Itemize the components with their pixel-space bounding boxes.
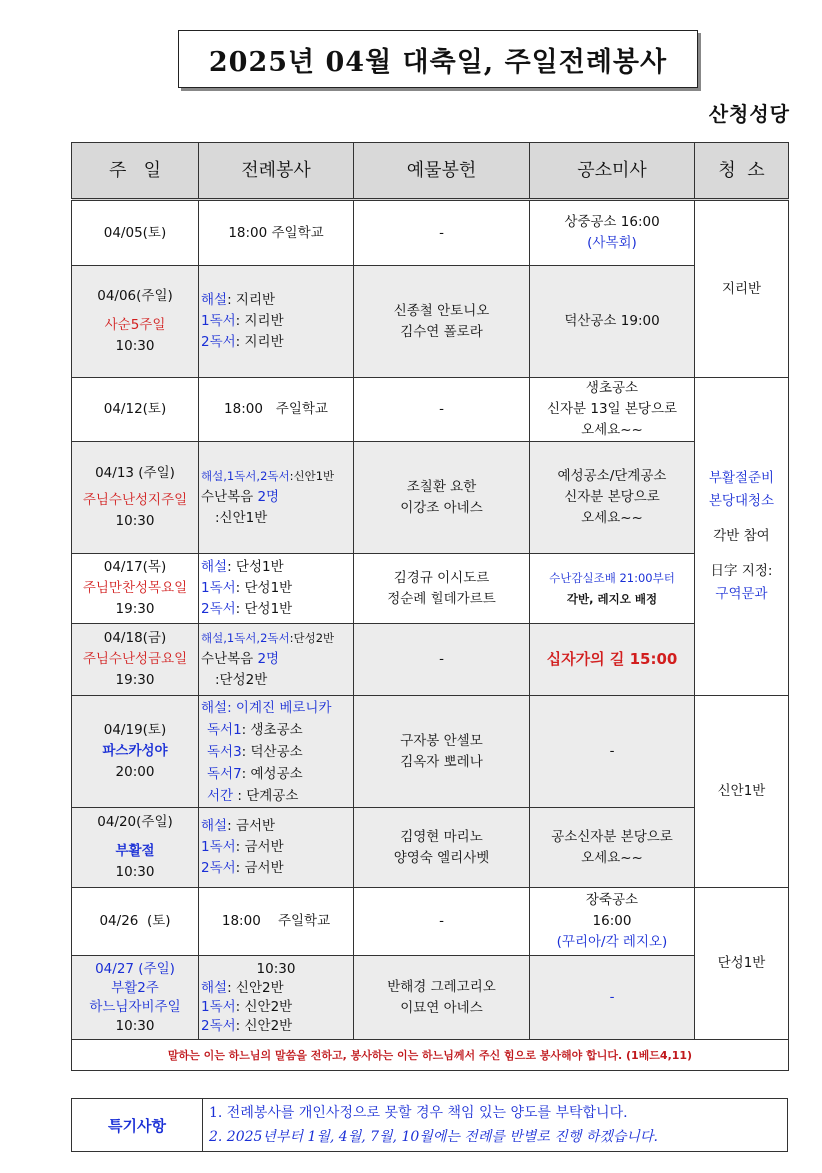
header-row	[72, 143, 789, 200]
offering-person: 조칠환 요한	[406, 478, 477, 495]
feast-name: 파스카성야	[102, 743, 168, 759]
time-text: 10:30	[256, 960, 296, 977]
role-label: 해설	[201, 292, 228, 308]
role-label: 서간	[207, 787, 238, 804]
service-cell	[199, 442, 354, 554]
cleaning-cell	[695, 378, 789, 696]
offering-cell	[354, 266, 530, 378]
role-label: 해설	[201, 818, 228, 834]
date-cell: 04/26 (토)	[72, 888, 199, 956]
role-team: : 예성공소	[241, 765, 303, 782]
cleaning-text: 각반 참여	[713, 528, 770, 544]
table-row	[72, 442, 789, 554]
feast-name: 주님수난성금요일	[82, 651, 188, 667]
table-row	[72, 266, 789, 378]
mission-text: 오세요~~	[581, 510, 643, 526]
role-label: 2독서	[201, 1017, 236, 1034]
role-team: :단성2반	[289, 631, 335, 645]
role-team: : 금서반	[227, 818, 276, 834]
offering-cell	[354, 956, 530, 1040]
date-cell	[72, 554, 199, 624]
role-label: 해설	[201, 559, 228, 575]
header-offering: 예물봉헌	[354, 143, 530, 200]
role-count: 2명	[257, 651, 280, 667]
role-team: :단성2반	[215, 672, 268, 688]
cleaning-text: 구역문과	[715, 586, 768, 602]
date-text: 04/20(주일)	[97, 814, 173, 830]
offering-person: 김영현 마리노	[400, 828, 483, 845]
time-text: 19:30	[115, 672, 155, 688]
date-cell	[72, 266, 199, 378]
service-cell	[199, 624, 354, 696]
mission-text: 상중공소 16:00	[564, 214, 660, 230]
offering-person: 김경규 이시도르	[393, 569, 490, 586]
role-label: 2독서	[201, 334, 236, 350]
cleaning-cell: 지리반	[695, 200, 789, 378]
role-label: 1독서	[201, 313, 236, 329]
time-text: 10:30	[115, 864, 155, 880]
offering-person: 신종철 안토니오	[393, 302, 490, 319]
mission-cell: 덕산공소 19:00	[530, 266, 695, 378]
page-title: 2025년 04월 대축일, 주일전례봉사	[178, 30, 698, 88]
role-team: : 단성1반	[235, 580, 293, 596]
time-text: 10:30	[115, 338, 155, 354]
offering-cell: -	[354, 378, 530, 442]
date-cell	[72, 956, 199, 1040]
notes-body	[203, 1099, 788, 1152]
mission-cell	[530, 200, 695, 266]
offering-person: 김수연 폴로라	[400, 323, 483, 340]
service-cell	[199, 956, 354, 1040]
header-mission-mass: 공소미사	[530, 143, 695, 200]
mission-text: 수난감실조배 21:00부터	[549, 570, 675, 585]
mission-cell	[530, 442, 695, 554]
role-label: 해설,1독서,2독서	[201, 469, 290, 483]
service-cell: 18:00 주일학교	[199, 888, 354, 956]
offering-person: 이강조 아네스	[400, 499, 483, 516]
service-cell: 18:00 주일학교	[199, 200, 354, 266]
role-team: : 단성1반	[227, 559, 284, 575]
mission-text: 공소신자분 본당으로	[551, 828, 673, 845]
mission-text: 생초공소	[585, 380, 639, 396]
service-cell	[199, 696, 354, 808]
offering-cell: -	[354, 200, 530, 266]
mission-cell: -	[530, 696, 695, 808]
table-row	[72, 624, 789, 696]
mission-note: (꾸리아/각 레지오)	[556, 934, 668, 950]
note-line: 2. 2025년부터 1월, 4월, 7월, 10월에는 전례를 반별로 진행 하겠습니다.	[209, 1129, 658, 1145]
role-team: : 단계공소	[237, 787, 299, 804]
service-cell: 18:00 주일학교	[199, 378, 354, 442]
mission-text: 신자분 본당으로	[564, 489, 660, 505]
mission-cell	[530, 554, 695, 624]
time-text: 10:30	[115, 513, 155, 529]
service-cell	[199, 266, 354, 378]
feast-name: 하느님자비주일	[89, 998, 181, 1015]
header-sunday: 주 일	[72, 143, 199, 200]
date-text: 04/06(주일)	[97, 288, 173, 304]
table-row	[72, 554, 789, 624]
role-team: :신안1반	[289, 469, 335, 483]
role-label: 2독서	[201, 860, 236, 876]
mission-cell	[530, 888, 695, 956]
role-team: : 지리반	[235, 334, 284, 350]
mission-text: 각반, 레지오 배정	[566, 591, 658, 606]
table-row	[72, 378, 789, 442]
offering-cell: -	[354, 888, 530, 956]
table-row	[72, 956, 789, 1040]
date-text: 04/18(금)	[103, 630, 167, 646]
role-label: 독서1	[207, 721, 242, 738]
role-team: : 신안2반	[235, 998, 293, 1015]
feast-name: 주님수난성지주일	[82, 492, 188, 508]
role-label: 독서3	[207, 743, 242, 760]
notes-table	[71, 1098, 788, 1152]
role-team: : 지리반	[235, 313, 284, 329]
table-row	[72, 696, 789, 808]
date-cell	[72, 808, 199, 888]
role-team: : 신안2반	[227, 979, 284, 996]
time-text: 19:30	[115, 601, 155, 617]
role-count: 2명	[257, 489, 280, 505]
role-label: 2독서	[201, 601, 236, 617]
role-team: : 덕산공소	[241, 743, 303, 760]
mission-text: 장죽공소	[585, 892, 639, 908]
date-cell: 04/05(토)	[72, 200, 199, 266]
note-line: 1. 전례봉사를 개인사정으로 못할 경우 책임 있는 양도를 부탁합니다.	[209, 1105, 628, 1121]
date-text: 04/27 (주일)	[95, 960, 175, 977]
offering-person: 정순례 힐데가르트	[387, 590, 496, 607]
schedule-table	[71, 142, 789, 1071]
service-cell	[199, 808, 354, 888]
service-cell	[199, 554, 354, 624]
church-name: 산청성당	[708, 102, 790, 126]
date-cell	[72, 624, 199, 696]
table-row	[72, 888, 789, 956]
date-text: 04/19(토)	[103, 722, 167, 738]
date-cell: 04/12(토)	[72, 378, 199, 442]
mission-cell	[530, 808, 695, 888]
role-team: :신안1반	[215, 510, 268, 526]
offering-person: 구자봉 안셀모	[400, 732, 483, 749]
role-label: 독서7	[207, 765, 242, 782]
date-cell	[72, 442, 199, 554]
cleaning-text: 부활절준비	[708, 470, 775, 486]
role-team: : 신안2반	[235, 1017, 293, 1034]
mission-cell	[530, 378, 695, 442]
role-team: : 금서반	[235, 860, 284, 876]
cleaning-cell: 신안1반	[695, 696, 789, 888]
mission-cell: 십자가의 길 15:00	[530, 624, 695, 696]
role-team: : 지리반	[227, 292, 276, 308]
cleaning-cell: 단성1반	[695, 888, 789, 1040]
date-cell	[72, 696, 199, 808]
mission-note: (사목회)	[587, 235, 637, 251]
feast-name: 부활절	[115, 843, 155, 859]
time-text: 20:00	[115, 764, 155, 780]
header-cleaning: 청 소	[695, 143, 789, 200]
role-team: : 금서반	[235, 839, 284, 855]
feast-name: 주님만찬성목요일	[82, 580, 188, 596]
mission-cell: -	[530, 956, 695, 1040]
date-text: 04/17(목)	[103, 559, 167, 575]
offering-cell	[354, 442, 530, 554]
role-label: 해설: 이계진 베로니카	[201, 699, 332, 716]
cleaning-text: 본당대청소	[708, 493, 775, 509]
mission-text: 오세요~~	[581, 849, 643, 866]
table-row	[72, 808, 789, 888]
role-label: 수난복음	[201, 651, 258, 667]
offering-cell	[354, 696, 530, 808]
feast-name: 사순5주일	[104, 317, 166, 333]
time-text: 10:30	[115, 1017, 155, 1034]
offering-cell	[354, 808, 530, 888]
role-label: 수난복음	[201, 489, 258, 505]
mission-text: 16:00	[592, 913, 632, 929]
date-text: 04/13 (주일)	[95, 465, 175, 481]
offering-person: 반해경 그레고리오	[387, 978, 496, 995]
cleaning-text: 日字 지정:	[710, 563, 773, 579]
footer-quote: 말하는 이는 하느님의 말씀을 전하고, 봉사하는 이는 하느님께서 주신 힘으로 봉사해야 합니다. (1베드4,11)	[72, 1040, 789, 1071]
notes-label: 특기사항	[72, 1099, 203, 1152]
mission-text: 예성공소/단계공소	[557, 468, 667, 484]
table-row	[72, 200, 789, 266]
offering-cell: -	[354, 624, 530, 696]
role-team: : 단성1반	[235, 601, 293, 617]
mission-text: 신자분 13일 본당으로	[546, 401, 678, 417]
header-liturgy: 전례봉사	[199, 143, 354, 200]
role-label: 해설,1독서,2독서	[201, 631, 290, 645]
offering-person: 양영숙 엘리사벳	[393, 849, 490, 866]
offering-person: 김옥자 뽀레나	[400, 753, 483, 770]
feast-name: 부활2주	[111, 979, 159, 996]
role-label: 해설	[201, 979, 228, 996]
role-team: : 생초공소	[241, 721, 303, 738]
offering-cell	[354, 554, 530, 624]
role-label: 1독서	[201, 998, 236, 1015]
quote-row	[72, 1040, 789, 1071]
offering-person: 이묘연 아네스	[400, 999, 483, 1016]
role-label: 1독서	[201, 580, 236, 596]
role-label: 1독서	[201, 839, 236, 855]
mission-text: 오세요~~	[581, 422, 643, 438]
